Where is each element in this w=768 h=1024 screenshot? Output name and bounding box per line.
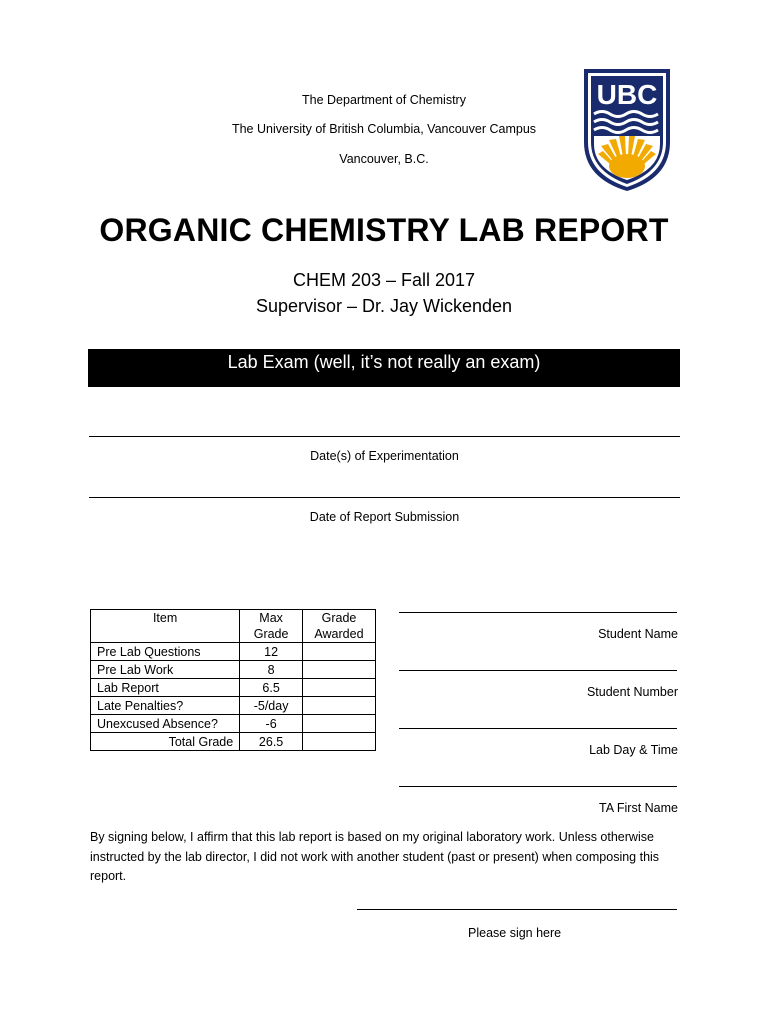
- row-awarded[interactable]: [302, 715, 375, 733]
- row-max: -5/day: [240, 697, 303, 715]
- row-max: -6: [240, 715, 303, 733]
- dates-experimentation-label: Date(s) of Experimentation: [310, 449, 459, 463]
- table-row: [91, 679, 376, 697]
- ta-first-name-label: TA First Name: [599, 801, 678, 815]
- row-item: Unexcused Absence?: [91, 715, 240, 733]
- row-awarded[interactable]: [302, 679, 375, 697]
- banner-text: Lab Exam (well, it’s not really an exam): [227, 352, 541, 372]
- supervisor-name: Supervisor – Dr. Jay Wickenden: [255, 296, 513, 316]
- lab-exam-banner: [88, 349, 680, 387]
- course-code: CHEM 203 – Fall 2017: [292, 270, 476, 290]
- date-submission-label: Date of Report Submission: [309, 510, 460, 524]
- report-title: ORGANIC CHEMISTRY LAB REPORT: [99, 212, 669, 248]
- row-awarded[interactable]: [302, 643, 375, 661]
- total-item: Total Grade: [91, 733, 240, 751]
- row-item: Pre Lab Work: [91, 661, 240, 679]
- student-number-label: Student Number: [586, 685, 678, 699]
- university-name: The University of British Columbia, Vancouver Campus: [231, 122, 537, 136]
- row-item: Late Penalties?: [91, 697, 240, 715]
- row-max: 8: [240, 661, 303, 679]
- total-max: 26.5: [240, 733, 303, 751]
- header-max-grade: Max Grade: [240, 610, 303, 643]
- row-max: 6.5: [240, 679, 303, 697]
- signature-label: Please sign here: [468, 926, 562, 940]
- student-number-line[interactable]: [399, 670, 677, 671]
- table-header-row: [91, 610, 376, 643]
- logo-text: UBC: [596, 79, 658, 110]
- department-name: The Department of Chemistry: [302, 93, 466, 107]
- total-row: [91, 733, 376, 751]
- table-row: [91, 661, 376, 679]
- date-submission-line[interactable]: [89, 497, 680, 498]
- row-item: Pre Lab Questions: [91, 643, 240, 661]
- row-awarded[interactable]: [302, 661, 375, 679]
- affirmation-text: By signing below, I affirm that this lab report is based on my original laboratory work. Unless otherwise instructed by the lab director, I did not work with another student (past or present) when composing this report.: [90, 830, 660, 883]
- row-item: Lab Report: [91, 679, 240, 697]
- student-name-label: Student Name: [598, 627, 678, 641]
- row-max: 12: [240, 643, 303, 661]
- student-name-line[interactable]: [399, 612, 677, 613]
- row-awarded[interactable]: [302, 697, 375, 715]
- lab-day-time-line[interactable]: [399, 728, 677, 729]
- lab-day-time-label: Lab Day & Time: [589, 743, 678, 757]
- signature-line[interactable]: [357, 909, 677, 910]
- table-row: [91, 643, 376, 661]
- ubc-logo: [581, 66, 673, 194]
- ta-first-name-line[interactable]: [399, 786, 677, 787]
- table-row: [91, 697, 376, 715]
- total-awarded[interactable]: [302, 733, 375, 751]
- city-name: Vancouver, B.C.: [339, 152, 429, 166]
- dates-experimentation-line[interactable]: [89, 436, 680, 437]
- header-item: Item: [91, 610, 240, 643]
- grade-table: [90, 609, 376, 751]
- header-grade-awarded: Grade Awarded: [302, 610, 375, 643]
- table-row: [91, 715, 376, 733]
